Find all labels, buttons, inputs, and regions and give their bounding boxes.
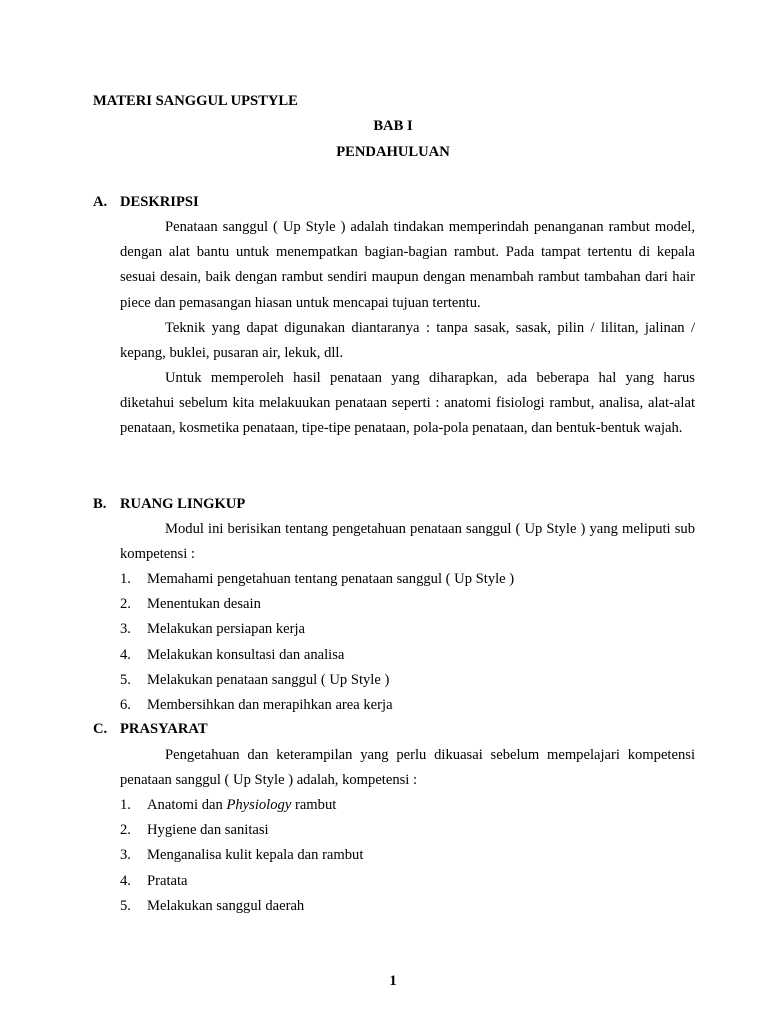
list-item: 4. Pratata [120,872,188,889]
section-b-title: RUANG LINGKUP [120,496,246,512]
section-b-letter: B. [93,496,107,512]
italic-term: Physiology [226,797,292,813]
list-item: 2. Menentukan desain [120,596,261,613]
section-c-letter: C. [93,721,108,737]
list-item: 5. Melakukan sanggul daerah [120,897,305,914]
list-item: 1. Memahami pengetahuan tentang penataan sanggul ( Up Style ) [120,571,515,587]
section-a-paragraph-1: Penataan sanggul ( Up Style ) adalah tindakan memperindah penanganan rambut model, dengan alat bantu untuk menempatkan bagian-bagian rambut. Pada tampat tertentu di kepala sesuai desain, baik dengan rambut sendiri maupun dengan menambah rambut tambahan dari hair piece dan pemasangan hiasan untuk mencapai tujuan tertentu. [120,219,695,311]
page-number: 1 [389,973,397,989]
section-b-heading [93,496,245,513]
section-c-heading [93,721,208,738]
list-item: 3. Menganalisa kulit kepala dan rambut [120,847,364,864]
section-c-list [120,793,695,919]
section-a-heading [93,194,199,211]
list-item: 4. Melakukan konsultasi dan analisa [120,646,345,663]
list-item: 1. Anatomi dan Physiology rambut [120,797,337,813]
list-item: 6. Membersihkan dan merapihkan area kerja [120,696,393,713]
section-b-list [120,567,695,718]
document-title: MATERI SANGGUL UPSTYLE [93,93,298,109]
section-c-title: PRASYARAT [120,721,208,737]
section-a-title: DESKRIPSI [120,194,199,210]
list-item: 5. Melakukan penataan sanggul ( Up Style ) [120,671,390,688]
list-item: 3. Melakukan persiapan kerja [120,621,306,638]
chapter-title: PENDAHULUAN [336,144,450,160]
chapter-number: BAB I [373,118,413,134]
section-a-paragraph-2: Teknik yang dapat digunakan diantaranya : tanpa sasak, sasak, pilin / lilitan, jalinan / kepang, buklei, pusaran air, lekuk, dll. [120,320,695,362]
list-item: 2. Hygiene dan sanitasi [120,822,269,839]
section-a-paragraph-3: Untuk memperoleh hasil penataan yang diharapkan, ada beberapa hal yang harus diketahui sebelum kita melakuukan penataan seperti : anatomi fisiologi rambut, analisa, alat-alat penataan, kosmetika penataan, tipe-tipe penataan, pola-pola penataan, dan bentuk-bentuk wajah. [120,370,695,437]
section-b-paragraph-1: Modul ini berisikan tentang pengetahuan penataan sanggul ( Up Style ) yang meliputi sub kompetensi : [120,521,695,563]
section-a-letter: A. [93,194,108,210]
section-c-paragraph-1: Pengetahuan dan keterampilan yang perlu dikuasai sebelum mempelajari kompetensi penataan sanggul ( Up Style ) adalah, kompetensi : [120,747,695,789]
